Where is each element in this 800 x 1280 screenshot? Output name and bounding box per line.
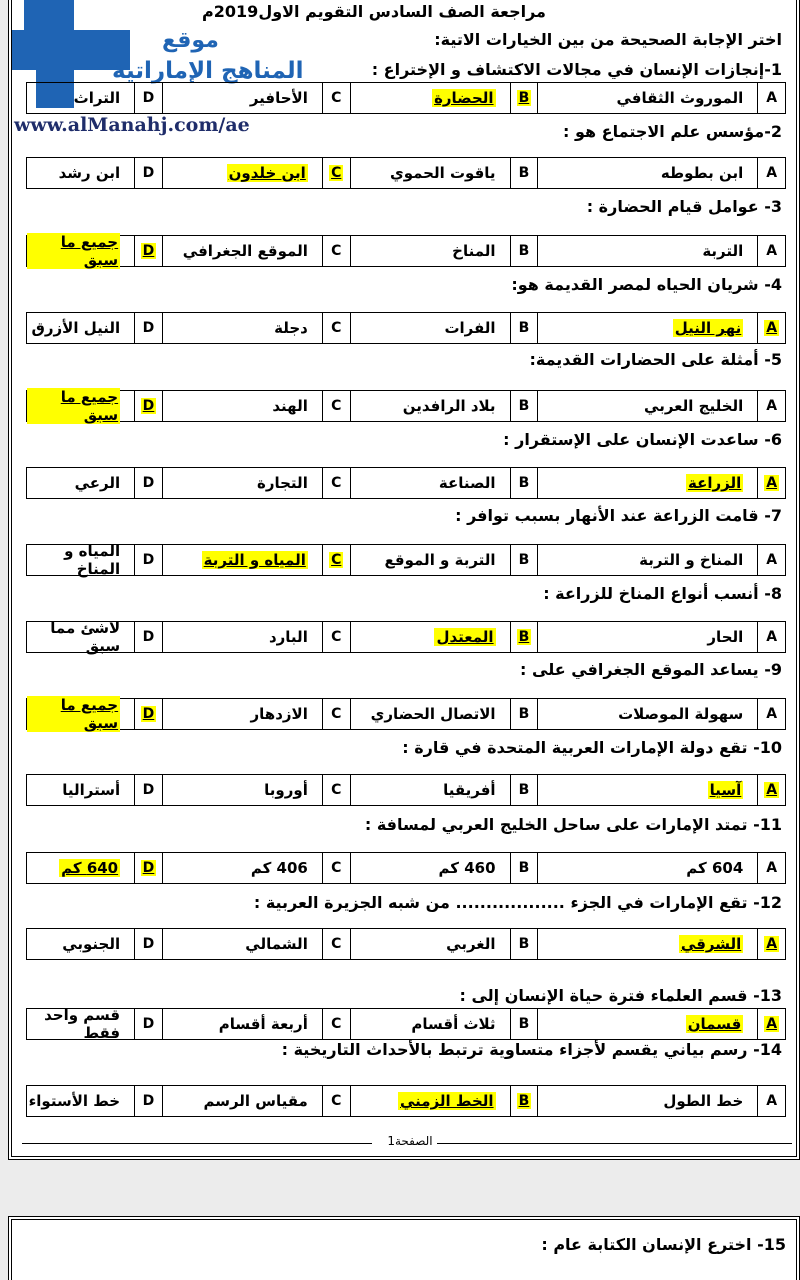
- option-letter[interactable]: C: [322, 468, 350, 498]
- option-answer[interactable]: البارد: [162, 622, 322, 652]
- answer-row: [26, 928, 786, 960]
- option-answer[interactable]: النيل الأزرق: [31, 319, 121, 337]
- option-letter[interactable]: A: [757, 83, 785, 113]
- question-text: 12- تقع الإمارات في الجزء .................. من شبه الجزيرة العربية :: [253, 893, 782, 912]
- option-answer[interactable]: نهر النيل: [537, 313, 757, 343]
- page-number: الصفحة1: [387, 1134, 433, 1148]
- question-text: 6- ساعدت الإنسان على الإستقرار :: [503, 430, 782, 449]
- option-answer[interactable]: ابن خلدون: [162, 158, 322, 188]
- question-text: 5- أمثلة على الحضارات القديمة:: [529, 350, 782, 369]
- answer-row: [26, 157, 786, 189]
- option-letter[interactable]: A: [757, 1009, 785, 1039]
- option-answer[interactable]: التربة و الموقع: [350, 545, 510, 575]
- logo-text-1: موقع: [162, 28, 219, 53]
- question-text: 11- تمتد الإمارات على ساحل الخليج العربي لمسافة :: [364, 815, 782, 834]
- option-letter[interactable]: B: [510, 236, 538, 266]
- answer-row: [26, 852, 786, 884]
- question-text: 9- يساعد الموقع الجغرافي على :: [520, 660, 782, 679]
- option-answer[interactable]: ابن رشد: [58, 164, 121, 182]
- option-letter[interactable]: A: [757, 929, 785, 959]
- option-letter[interactable]: C: [322, 83, 350, 113]
- option-letter[interactable]: B: [510, 699, 538, 729]
- footer-divider: [22, 1143, 372, 1144]
- option-answer[interactable]: 640 كم: [61, 859, 119, 877]
- answer-row: [26, 544, 786, 576]
- option-letter[interactable]: C: [322, 1009, 350, 1039]
- option-letter[interactable]: A: [757, 853, 785, 883]
- option-letter[interactable]: C: [322, 775, 350, 805]
- instruction-text: اختر الإجابة الصحيحة من بين الخيارات الاتية:: [434, 30, 782, 49]
- option-letter[interactable]: B: [510, 313, 538, 343]
- page-footer: [12, 1134, 796, 1152]
- option-letter[interactable]: C: [322, 853, 350, 883]
- option-letter[interactable]: B: [510, 853, 538, 883]
- option-letter[interactable]: D: [134, 929, 162, 959]
- option-letter[interactable]: C: [322, 236, 350, 266]
- option-letter[interactable]: D: [134, 1009, 162, 1039]
- option-answer[interactable]: جميع ما سبق: [27, 236, 134, 266]
- option-answer[interactable]: أستراليا: [62, 781, 121, 799]
- answer-row: [26, 82, 786, 114]
- worksheet-page-1: [8, 0, 800, 1160]
- option-answer[interactable]: خط الطول: [537, 1086, 757, 1116]
- option-letter[interactable]: A: [757, 622, 785, 652]
- option-answer[interactable]: الشمالي: [162, 929, 322, 959]
- option-letter[interactable]: C: [322, 313, 350, 343]
- question-text: 14- رسم بياني يقسم لأجزاء متساوية ترتبط بالأحداث التاريخية :: [281, 1040, 782, 1059]
- option-answer[interactable]: 460 كم: [350, 853, 510, 883]
- option-answer[interactable]: ثلاث أقسام: [350, 1009, 510, 1039]
- footer-divider: [437, 1143, 792, 1144]
- option-answer[interactable]: الحضارة: [350, 83, 510, 113]
- option-answer[interactable]: قسمان: [537, 1009, 757, 1039]
- answer-row: [26, 1085, 786, 1117]
- answer-row: [26, 235, 786, 267]
- option-answer[interactable]: خط الأستواء: [28, 1092, 121, 1110]
- option-letter[interactable]: D: [134, 391, 162, 421]
- option-answer[interactable]: الرعي: [74, 474, 121, 492]
- option-letter[interactable]: B: [510, 622, 538, 652]
- option-letter[interactable]: A: [757, 158, 785, 188]
- option-answer[interactable]: مقياس الرسم: [162, 1086, 322, 1116]
- option-answer[interactable]: آسيا: [537, 775, 757, 805]
- option-letter[interactable]: C: [322, 545, 350, 575]
- option-letter[interactable]: B: [510, 1086, 538, 1116]
- option-answer[interactable]: أفريقيا: [350, 775, 510, 805]
- option-letter[interactable]: C: [322, 929, 350, 959]
- option-answer[interactable]: لاشئ مما سبق: [50, 619, 121, 655]
- option-answer[interactable]: التراث: [73, 89, 121, 107]
- option-answer[interactable]: قسم واحد فقط: [44, 1006, 121, 1042]
- option-answer[interactable]: المياه و المناخ: [64, 542, 121, 578]
- option-answer[interactable]: المناخ: [350, 236, 510, 266]
- option-answer[interactable]: الازدهار: [162, 699, 322, 729]
- option-answer[interactable]: 604 كم: [537, 853, 757, 883]
- option-letter[interactable]: D: [134, 775, 162, 805]
- logo-text-2: المناهج الإماراتية: [112, 58, 304, 84]
- option-answer[interactable]: الموقع الجغرافي: [162, 236, 322, 266]
- option-answer[interactable]: جميع ما سبق: [27, 699, 134, 729]
- option-answer[interactable]: الخط الزمني: [350, 1086, 510, 1116]
- option-letter[interactable]: B: [510, 545, 538, 575]
- answer-row: [26, 390, 786, 422]
- question-text: 8- أنسب أنواع المناخ للزراعة :: [543, 584, 782, 603]
- option-letter[interactable]: A: [757, 1086, 785, 1116]
- option-letter[interactable]: D: [134, 622, 162, 652]
- option-letter[interactable]: A: [757, 468, 785, 498]
- option-answer[interactable]: جميع ما سبق: [27, 391, 134, 421]
- answer-row: [26, 467, 786, 499]
- option-letter[interactable]: D: [134, 853, 162, 883]
- option-answer[interactable]: أوروبا: [162, 775, 322, 805]
- answer-row: [26, 774, 786, 806]
- option-letter[interactable]: A: [757, 775, 785, 805]
- question-text: 13- قسم العلماء فترة حياة الإنسان إلى :: [459, 986, 782, 1005]
- option-answer[interactable]: التجارة: [162, 468, 322, 498]
- question-text: 10- تقع دولة الإمارات العربية المتحدة في قارة :: [402, 738, 782, 757]
- answer-row: [26, 621, 786, 653]
- option-letter[interactable]: D: [134, 699, 162, 729]
- question-text: 1-إنجازات الإنسان في مجالات الاكتشاف و الإختراع :: [371, 60, 782, 79]
- option-letter[interactable]: A: [757, 391, 785, 421]
- option-letter[interactable]: C: [322, 158, 350, 188]
- option-letter[interactable]: A: [757, 313, 785, 343]
- option-letter[interactable]: D: [134, 83, 162, 113]
- option-letter[interactable]: B: [510, 1009, 538, 1039]
- option-answer[interactable]: الخليج العربي: [537, 391, 757, 421]
- option-answer[interactable]: أربعة أقسام: [162, 1009, 322, 1039]
- option-letter[interactable]: D: [134, 236, 162, 266]
- option-answer[interactable]: دجلة: [162, 313, 322, 343]
- option-letter[interactable]: B: [510, 391, 538, 421]
- option-letter[interactable]: D: [134, 545, 162, 575]
- option-answer[interactable]: الهند: [162, 391, 322, 421]
- option-letter[interactable]: D: [134, 1086, 162, 1116]
- option-letter[interactable]: C: [322, 1086, 350, 1116]
- option-letter[interactable]: B: [510, 468, 538, 498]
- option-letter[interactable]: B: [510, 775, 538, 805]
- option-letter[interactable]: A: [757, 545, 785, 575]
- option-answer[interactable]: المعتدل: [350, 622, 510, 652]
- option-answer[interactable]: الموروث الثقافي: [537, 83, 757, 113]
- option-answer[interactable]: التربة: [537, 236, 757, 266]
- option-letter[interactable]: D: [134, 158, 162, 188]
- question-text: 7- قامت الزراعة عند الأنهار بسبب توافر :: [455, 506, 782, 525]
- option-letter[interactable]: A: [757, 699, 785, 729]
- option-letter[interactable]: C: [322, 622, 350, 652]
- option-answer[interactable]: الاتصال الحضاري: [350, 699, 510, 729]
- option-answer[interactable]: الحار: [537, 622, 757, 652]
- answer-row: [26, 698, 786, 730]
- option-answer[interactable]: الجنوبي: [62, 935, 121, 953]
- option-letter[interactable]: C: [322, 391, 350, 421]
- option-answer[interactable]: الغربي: [350, 929, 510, 959]
- option-letter[interactable]: A: [757, 236, 785, 266]
- option-letter[interactable]: B: [510, 929, 538, 959]
- option-answer[interactable]: الزراعة: [537, 468, 757, 498]
- option-letter[interactable]: D: [134, 468, 162, 498]
- logo-url: www.alManahj.com/ae: [14, 114, 250, 136]
- question-15: 15- اخترع الإنسان الكتابة عام :: [541, 1235, 786, 1254]
- option-answer[interactable]: المياه و التربة: [162, 545, 322, 575]
- option-answer[interactable]: المناخ و التربة: [537, 545, 757, 575]
- option-answer[interactable]: 406 كم: [162, 853, 322, 883]
- option-answer[interactable]: الفرات: [350, 313, 510, 343]
- option-answer[interactable]: بلاد الرافدين: [350, 391, 510, 421]
- option-answer[interactable]: سهولة الموصلات: [537, 699, 757, 729]
- question-text: 2-مؤسس علم الاجتماع هو :: [562, 122, 782, 141]
- option-answer[interactable]: ابن بطوطه: [537, 158, 757, 188]
- answer-row: [26, 1008, 786, 1040]
- page-title: مراجعة الصف السادس التقويم الاول2019م: [202, 2, 546, 21]
- option-answer[interactable]: الأحافير: [162, 83, 322, 113]
- option-letter[interactable]: C: [322, 699, 350, 729]
- question-text: 4- شريان الحياه لمصر القديمة هو:: [511, 275, 782, 294]
- answer-row: [26, 312, 786, 344]
- option-letter[interactable]: B: [510, 158, 538, 188]
- option-answer[interactable]: ياقوت الحموي: [350, 158, 510, 188]
- option-answer[interactable]: الصناعة: [350, 468, 510, 498]
- option-answer[interactable]: الشرقي: [537, 929, 757, 959]
- option-letter[interactable]: D: [134, 313, 162, 343]
- option-letter[interactable]: B: [510, 83, 538, 113]
- question-text: 3- عوامل قيام الحضارة :: [586, 197, 782, 216]
